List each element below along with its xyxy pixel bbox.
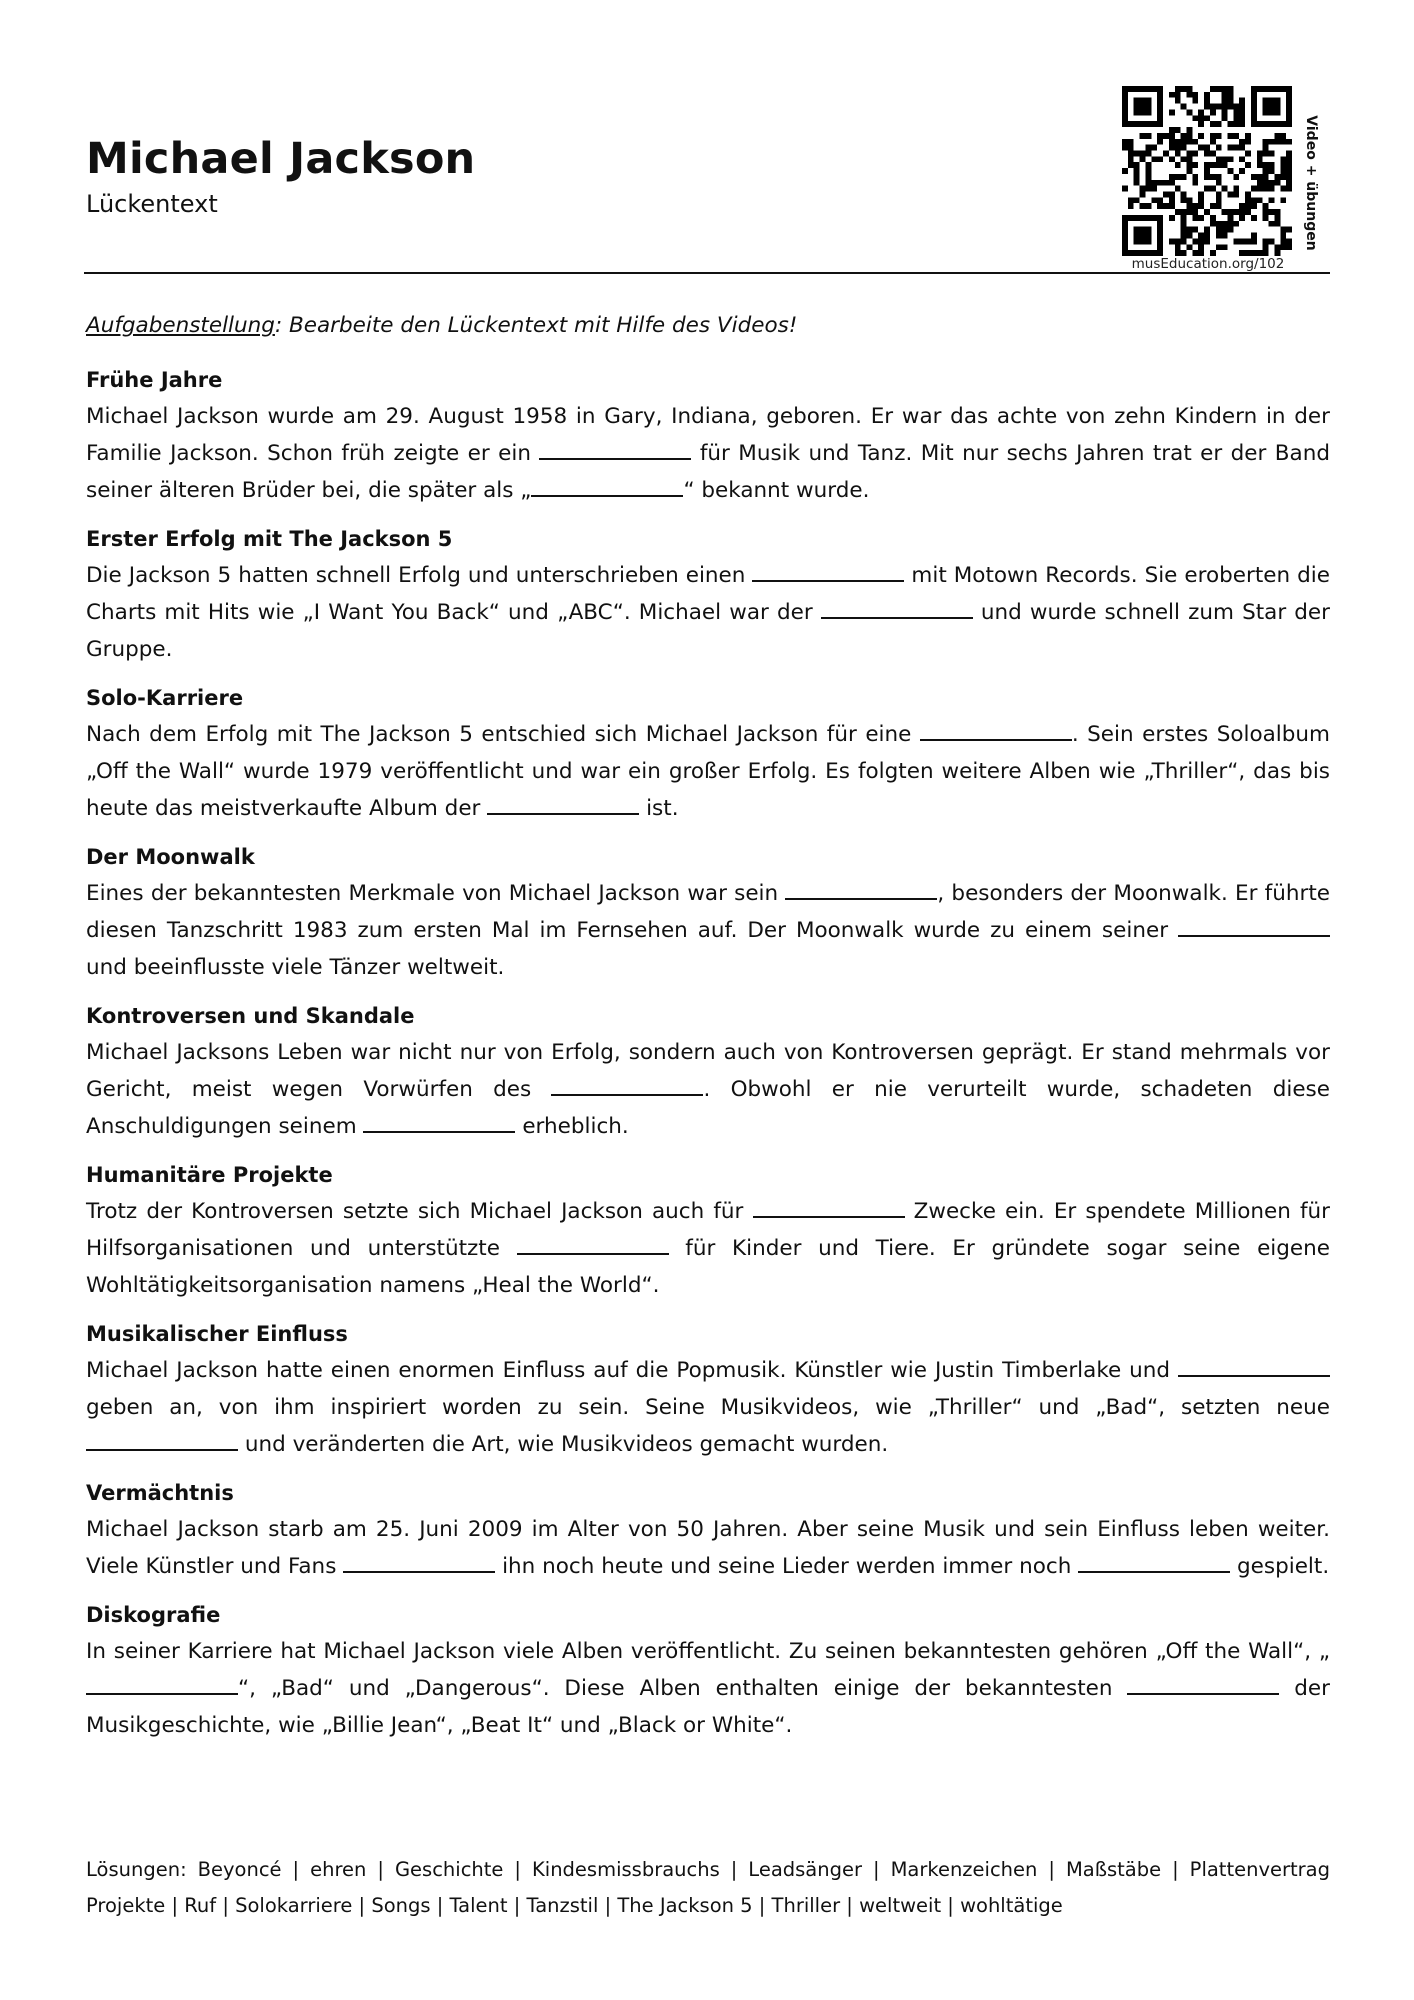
section-text bbox=[86, 875, 1330, 986]
section-heading: Solo-Karriere bbox=[86, 686, 244, 710]
text-run: und beeinflusste viele Tänzer weltweit. bbox=[86, 955, 505, 980]
section bbox=[86, 1316, 1330, 1463]
section-list bbox=[86, 362, 1330, 1744]
section-heading: Der Moonwalk bbox=[86, 845, 255, 869]
page-title: Michael Jackson bbox=[86, 134, 476, 184]
text-run: , besonders der Moonwalk. Er führte diesen Tanzschritt 1983 zum ersten Mal im Fernsehen auf. Der Moonwalk wurde zu einem seiner bbox=[86, 881, 1330, 943]
text-run: und wurde schnell zum Star der Gruppe. bbox=[86, 600, 1330, 662]
section-text bbox=[86, 1511, 1330, 1585]
section-text bbox=[86, 1633, 1330, 1744]
section bbox=[86, 839, 1330, 986]
gap-blank[interactable] bbox=[821, 597, 973, 619]
text-run: Nach dem Erfolg mit The Jackson 5 entschied sich Michael Jackson für eine bbox=[86, 722, 920, 747]
text-run: ihn noch heute und seine Lieder werden immer noch bbox=[495, 1554, 1079, 1579]
section bbox=[86, 1597, 1330, 1744]
text-run: Michael Jacksons Leben war nicht nur von Erfolg, sondern auch von Kontroversen geprägt. Er stand mehrmals vor Gericht, meist wegen Vorwürfen des bbox=[86, 1040, 1330, 1102]
section-heading: Diskografie bbox=[86, 1603, 221, 1627]
gap-blank[interactable] bbox=[752, 560, 904, 582]
qr-code-icon[interactable] bbox=[1122, 86, 1292, 256]
instruction-text: : Bearbeite den Lückentext mit Hilfe des Videos! bbox=[274, 313, 798, 338]
gap-blank[interactable] bbox=[487, 793, 639, 815]
text-run: Eines der bekanntesten Merkmale von Michael Jackson war sein bbox=[86, 881, 786, 906]
text-run: mit Motown Records. Sie eroberten die Charts mit Hits wie „I Want You Back“ und „ABC“. Michael war der bbox=[86, 563, 1330, 625]
text-run: Michael Jackson wurde am 29. August 1958 in Gary, Indiana, geboren. Er war das achte von zehn Kindern in der Familie Jackson. Schon früh zeigte er ein bbox=[86, 404, 1330, 466]
gap-blank[interactable] bbox=[363, 1111, 515, 1133]
section-text bbox=[86, 716, 1330, 827]
page-subtitle: Lückentext bbox=[86, 190, 218, 218]
text-run: für Musik und Tanz. Mit nur sechs Jahren trat er der Band seiner älteren Brüder bei, die später als „ bbox=[86, 441, 1330, 503]
gap-blank[interactable] bbox=[753, 1196, 905, 1218]
gap-blank[interactable] bbox=[517, 1233, 669, 1255]
gap-blank[interactable] bbox=[551, 1074, 703, 1096]
section-text bbox=[86, 1352, 1330, 1463]
text-run: . Sein erstes Soloalbum „Off the Wall“ wurde 1979 veröffentlicht und war ein großer Erfolg. Es folgten weitere Alben wie „Thriller“, das bis heute das meistverkaufte Album der bbox=[86, 722, 1330, 821]
section bbox=[86, 1475, 1330, 1585]
text-run: Zwecke ein. Er spendete Millionen für Hilfsorganisationen und unterstützte bbox=[86, 1199, 1330, 1261]
text-run: . Obwohl er nie verurteilt wurde, schadeten diese Anschuldigungen seinem bbox=[86, 1077, 1330, 1139]
text-run: gespielt. bbox=[1230, 1554, 1330, 1579]
text-run: Die Jackson 5 hatten schnell Erfolg und unterschrieben einen bbox=[86, 563, 753, 588]
section bbox=[86, 521, 1330, 668]
section-text bbox=[86, 1193, 1330, 1304]
worksheet-content bbox=[86, 308, 1330, 1756]
text-run: Trotz der Kontroversen setzte sich Michael Jackson auch für bbox=[86, 1199, 753, 1224]
instruction-label: Aufgabenstellung bbox=[86, 313, 275, 338]
section-heading: Erster Erfolg mit The Jackson 5 bbox=[86, 527, 453, 551]
gap-blank[interactable] bbox=[86, 1673, 238, 1695]
text-run: “, „Bad“ und „Dangerous“. Diese Alben enthalten einige der bekanntesten bbox=[238, 1676, 1128, 1701]
text-run: der Musikgeschichte, wie „Billie Jean“, „Beat It“ und „Black or White“. bbox=[86, 1676, 1330, 1738]
section-text bbox=[86, 1034, 1330, 1145]
section-heading: Humanitäre Projekte bbox=[86, 1163, 333, 1187]
text-run: für Kinder und Tiere. Er gründete sogar seine eigene Wohltätigkeitsorganisation namens „Heal the World“. bbox=[86, 1236, 1330, 1298]
gap-blank[interactable] bbox=[785, 878, 937, 900]
solutions-line: Lösungen: Beyoncé | ehren | Geschichte | Kindesmissbrauchs | Leadsänger | Markenzeichen | Maßstäbe | Plattenvertrag Projekte | Ruf | Solokarriere | Songs | Talent | Tanzstil | The Jackson 5 | Thriller | weltweit | wohltätige bbox=[86, 1858, 1330, 1917]
section-text bbox=[86, 557, 1330, 668]
gap-blank[interactable] bbox=[531, 475, 683, 497]
gap-blank[interactable] bbox=[1178, 915, 1330, 937]
text-run: In seiner Karriere hat Michael Jackson viele Alben veröffentlicht. Zu seinen bekanntesten gehören „Off the Wall“, „ bbox=[86, 1639, 1330, 1664]
text-run: erheblich. bbox=[515, 1114, 629, 1139]
section-heading: Vermächtnis bbox=[86, 1481, 234, 1505]
qr-side-label: Video + übungen bbox=[1303, 115, 1319, 251]
section bbox=[86, 362, 1330, 509]
text-run: geben an, von ihm inspiriert worden zu sein. Seine Musikvideos, wie „Thriller“ und „Bad“, setzten neue bbox=[86, 1395, 1330, 1420]
text-run: ist. bbox=[639, 796, 679, 821]
gap-blank[interactable] bbox=[1178, 1355, 1330, 1377]
gap-blank[interactable] bbox=[1078, 1551, 1230, 1573]
text-run: und veränderten die Art, wie Musikvideos gemacht wurden. bbox=[238, 1432, 889, 1457]
gap-blank[interactable] bbox=[343, 1551, 495, 1573]
section bbox=[86, 680, 1330, 827]
gap-blank[interactable] bbox=[920, 719, 1072, 741]
text-run: “ bekannt wurde. bbox=[683, 478, 870, 503]
instruction bbox=[86, 308, 1330, 344]
text-run: Michael Jackson hatte einen enormen Einfluss auf die Popmusik. Künstler wie Justin Timberlake und bbox=[86, 1358, 1178, 1383]
text-run: Michael Jackson starb am 25. Juni 2009 im Alter von 50 Jahren. Aber seine Musik und sein Einfluss leben weiter. Viele Künstler und Fans bbox=[86, 1517, 1330, 1579]
section-heading: Frühe Jahre bbox=[86, 368, 223, 392]
section bbox=[86, 998, 1330, 1145]
gap-blank[interactable] bbox=[1127, 1673, 1279, 1695]
qr-url: musEducation.org/102 bbox=[1131, 256, 1285, 272]
section-heading: Musikalischer Einfluss bbox=[86, 1322, 348, 1346]
section-text bbox=[86, 398, 1330, 509]
gap-blank[interactable] bbox=[539, 438, 691, 460]
header-divider bbox=[84, 272, 1330, 274]
section bbox=[86, 1157, 1330, 1304]
gap-blank[interactable] bbox=[86, 1429, 238, 1451]
section-heading: Kontroversen und Skandale bbox=[86, 1004, 415, 1028]
